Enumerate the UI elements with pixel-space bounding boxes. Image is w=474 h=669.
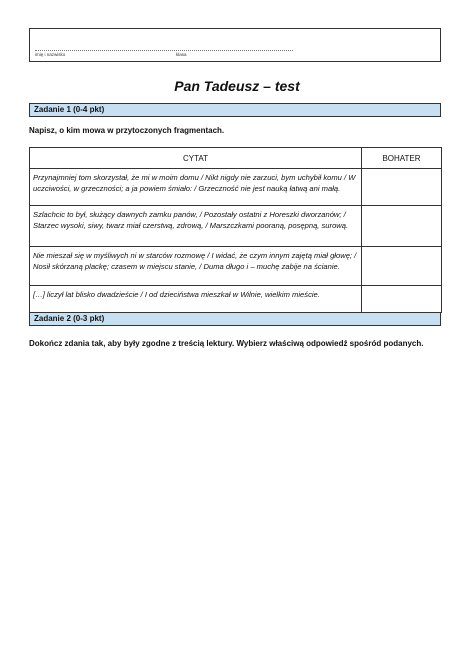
hero-answer-cell[interactable] xyxy=(362,206,442,247)
hero-answer-cell[interactable] xyxy=(362,169,442,206)
hero-answer-cell[interactable] xyxy=(362,247,442,286)
quote-cell: Przynajmniej tom skorzystał, że mi w moim domu / Nikt nigdy nie zarzuci, bym uchybił komu / W uczciwości, w grzeczności; a ja powiem śmiało: / Grzeczność nie jest nauką łatwą ani małą. xyxy=(30,169,362,206)
quote-cell: […] liczył lat blisko dwadzieście / I od dzieciństwa mieszkał w Wilnie, wielkim mieście. xyxy=(30,286,362,313)
task-2-heading: Zadanie 2 (0-3 pkt) xyxy=(29,312,441,326)
quote-cell: Szlachcic to był, służący dawnych zamku panów, / Pozostały ostatni z Horeszki dworzanów; / Starzec wysoki, siwy, twarz miał czerstwą, zdrową, / Marszczkami pooraną, posępną, surową. xyxy=(30,206,362,247)
column-header-hero: BOHATER xyxy=(362,148,442,169)
student-info-box xyxy=(29,28,441,62)
name-label: imię i nazwisko xyxy=(35,52,66,57)
hero-answer-cell[interactable] xyxy=(362,286,442,313)
task-2-instruction: Dokończ zdania tak, aby były zgodne z treścią lektury. Wybierz właściwą odpowiedź spośród podanych. xyxy=(29,339,424,348)
column-header-quote: CYTAT xyxy=(30,148,362,169)
quotes-table xyxy=(29,147,442,313)
quote-cell: Nie mieszał się w myśliwych ni w starców rozmowę / I widać, że czym innym zajętą miał głowę; / Nosił skórzaną plackę; czasem w miejscu stanie, / Duma długo i – muchę zabije na ścianie. xyxy=(30,247,362,286)
class-label: klasa xyxy=(176,52,187,57)
task-1-heading: Zadanie 1 (0-4 pkt) xyxy=(29,103,441,117)
name-class-input-line[interactable] xyxy=(35,50,293,51)
table-row xyxy=(30,206,442,247)
table-row xyxy=(30,247,442,286)
page-title: Pan Tadeusz – test xyxy=(174,78,300,94)
table-row xyxy=(30,286,442,313)
table-row xyxy=(30,169,442,206)
task-1-instruction: Napisz, o kim mowa w przytoczonych fragmentach. xyxy=(29,126,225,135)
